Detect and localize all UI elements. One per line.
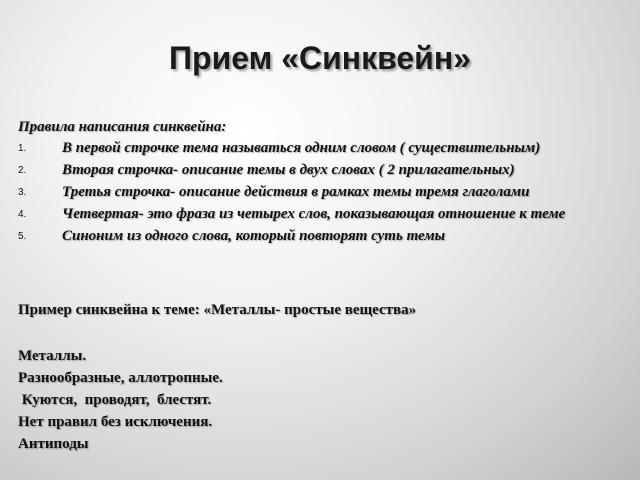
rule-item	[18, 140, 623, 156]
rule-item	[18, 206, 623, 222]
rule-number: 4.	[18, 209, 27, 220]
rule-text: Вторая строчка- описание темы в двух словах ( 2 прилагательных)	[62, 162, 515, 178]
example-heading: Пример синквейна к теме: «Металлы- простые вещества»	[18, 302, 417, 318]
example-line: Антиподы	[18, 436, 89, 452]
rule-item	[18, 162, 623, 178]
rule-item	[18, 184, 623, 200]
example-line: Металлы.	[18, 348, 87, 364]
rule-text: Четвертая- это фраза из четырех слов, показывающая отношение к теме	[62, 206, 566, 222]
rule-number: 1.	[18, 143, 27, 154]
rule-number: 2.	[18, 165, 27, 176]
example-line: Куются, проводят, блестят.	[18, 392, 212, 408]
example-line: Нет правил без исключения.	[18, 414, 213, 430]
rules-heading: Правила написания синквейна:	[18, 119, 227, 135]
rules-list	[18, 140, 623, 250]
rule-item	[18, 228, 623, 244]
rule-text: Синоним из одного слова, который повторят суть темы	[62, 228, 446, 244]
example-line: Разнообразные, аллотропные.	[18, 370, 223, 386]
rule-number: 3.	[18, 187, 27, 198]
example-lines	[18, 345, 223, 455]
slide-title: Прием «Синквейн»	[169, 40, 471, 76]
rule-text: Третья строчка- описание действия в рамках темы тремя глаголами	[62, 184, 530, 200]
rule-number: 5.	[18, 231, 27, 242]
rule-text: В первой строчке тема называться одним словом ( существительным)	[62, 140, 541, 156]
